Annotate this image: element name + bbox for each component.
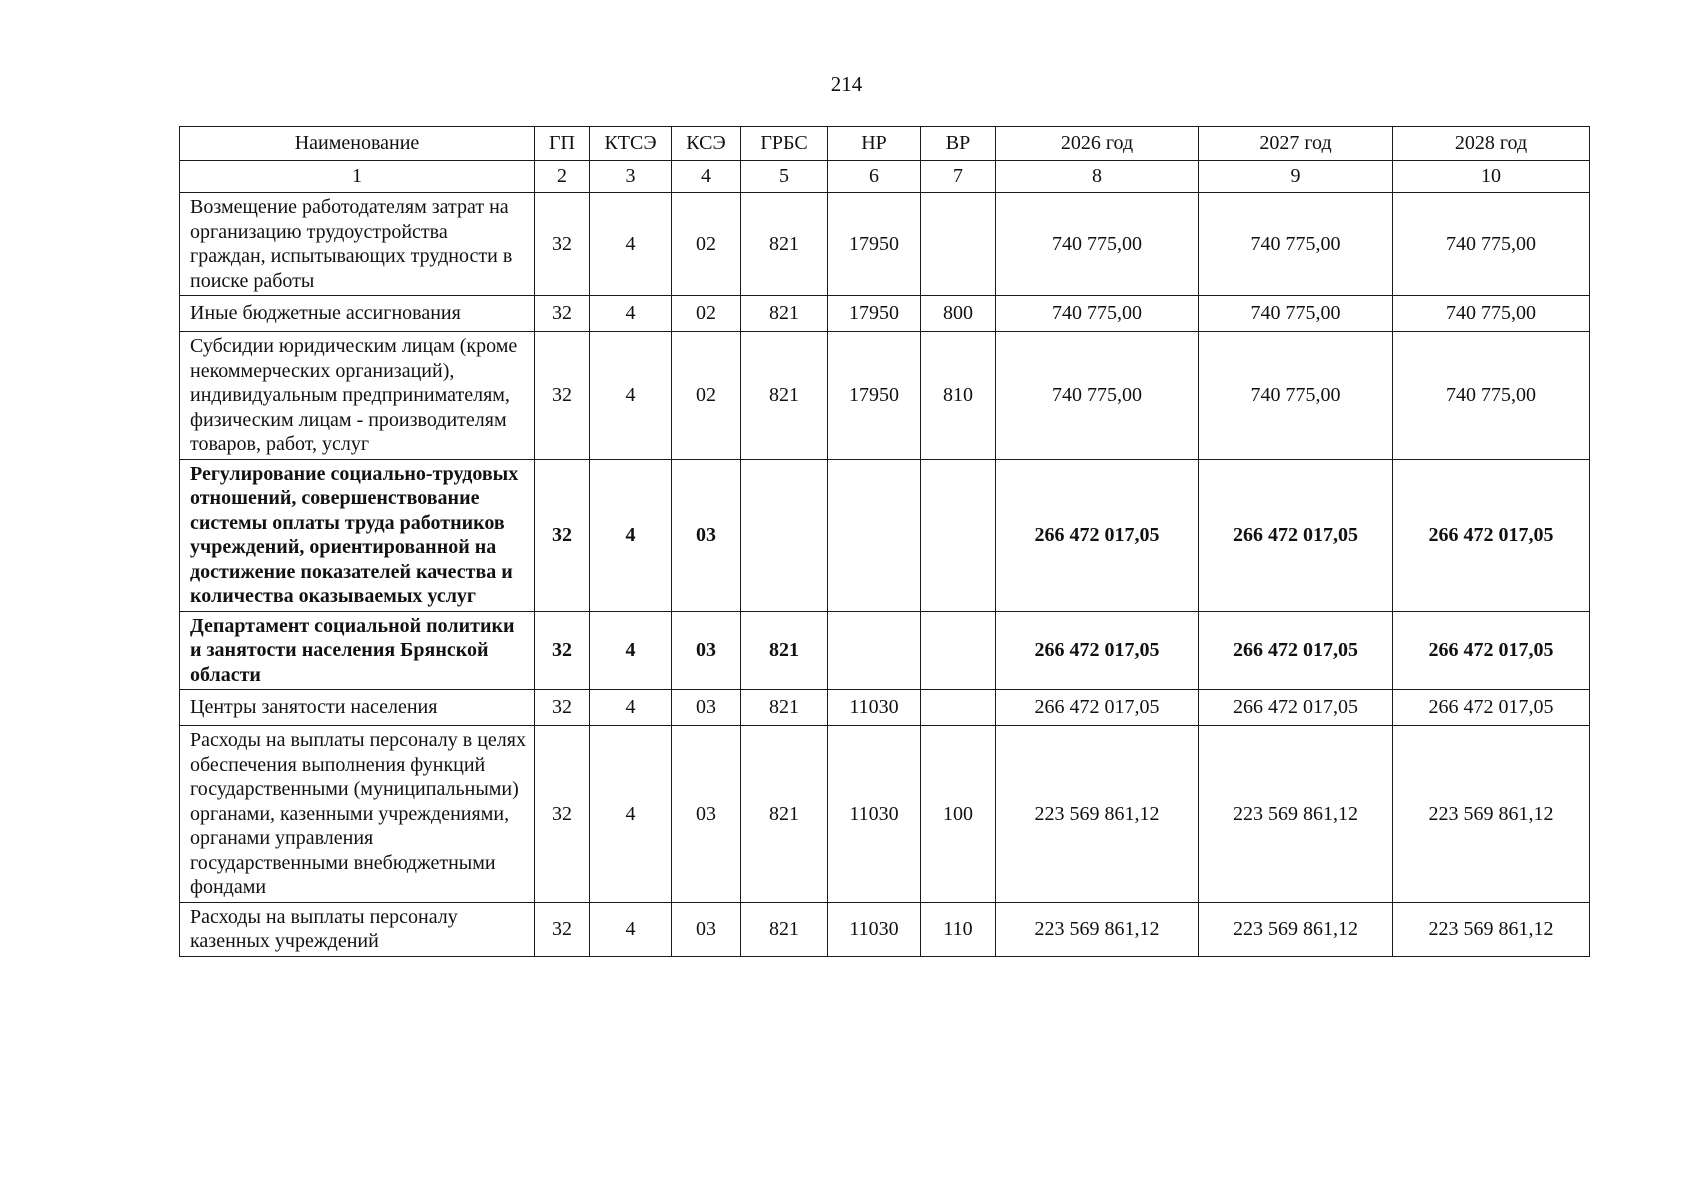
cell-2027: 266 472 017,05 [1199, 690, 1393, 726]
column-header: ГРБС [741, 127, 828, 161]
row-name: Регулирование социально-трудовых отношений, совершенствование системы оплаты труда работников учреждений, ориентированной на достижение показателей качества и количества оказываемых услуг [180, 459, 535, 611]
table-row [180, 332, 1590, 460]
cell-ktse: 4 [590, 296, 672, 332]
cell-nr: 11030 [828, 690, 921, 726]
cell-nr: 17950 [828, 193, 921, 296]
cell-gp: 32 [535, 332, 590, 460]
column-number: 4 [672, 161, 741, 193]
row-name: Расходы на выплаты персоналу в целях обеспечения выполнения функций государственными (муниципальными) органами, казенными учреждениями, органами управления государственными внебюджетными фондами [180, 726, 535, 903]
table-row [180, 726, 1590, 903]
column-header: ВР [921, 127, 996, 161]
column-header: Наименование [180, 127, 535, 161]
column-number: 10 [1393, 161, 1590, 193]
cell-2027: 266 472 017,05 [1199, 459, 1393, 611]
cell-grbs: 821 [741, 193, 828, 296]
cell-gp: 32 [535, 296, 590, 332]
cell-2027: 266 472 017,05 [1199, 611, 1393, 690]
column-number: 9 [1199, 161, 1393, 193]
column-header: ГП [535, 127, 590, 161]
cell-nr: 17950 [828, 332, 921, 460]
cell-2026: 223 569 861,12 [996, 902, 1199, 956]
cell-nr: 17950 [828, 296, 921, 332]
column-number: 7 [921, 161, 996, 193]
cell-grbs [741, 459, 828, 611]
cell-vr [921, 611, 996, 690]
cell-ktse: 4 [590, 459, 672, 611]
table-row [180, 296, 1590, 332]
column-header: КСЭ [672, 127, 741, 161]
row-name: Субсидии юридическим лицам (кроме некоммерческих организаций), индивидуальным предпринимателям, физическим лицам - производителям товаров, работ, услуг [180, 332, 535, 460]
cell-grbs: 821 [741, 726, 828, 903]
cell-ktse: 4 [590, 193, 672, 296]
cell-nr [828, 611, 921, 690]
table-row [180, 611, 1590, 690]
cell-grbs: 821 [741, 690, 828, 726]
column-header: 2028 год [1393, 127, 1590, 161]
cell-ktse: 4 [590, 611, 672, 690]
column-number: 1 [180, 161, 535, 193]
cell-vr [921, 193, 996, 296]
row-name: Центры занятости населения [180, 690, 535, 726]
column-header: 2026 год [996, 127, 1199, 161]
cell-2027: 740 775,00 [1199, 332, 1393, 460]
cell-gp: 32 [535, 459, 590, 611]
column-number: 5 [741, 161, 828, 193]
column-header: КТСЭ [590, 127, 672, 161]
row-name: Департамент социальной политики и занятости населения Брянской области [180, 611, 535, 690]
cell-2026: 266 472 017,05 [996, 611, 1199, 690]
column-number-row [180, 161, 1590, 193]
cell-grbs: 821 [741, 611, 828, 690]
cell-kse: 03 [672, 726, 741, 903]
cell-2027: 740 775,00 [1199, 193, 1393, 296]
cell-kse: 03 [672, 459, 741, 611]
cell-gp: 32 [535, 690, 590, 726]
cell-nr: 11030 [828, 902, 921, 956]
cell-grbs: 821 [741, 332, 828, 460]
table-row [180, 902, 1590, 956]
column-number: 8 [996, 161, 1199, 193]
cell-kse: 03 [672, 611, 741, 690]
cell-gp: 32 [535, 902, 590, 956]
column-header: 2027 год [1199, 127, 1393, 161]
cell-ktse: 4 [590, 690, 672, 726]
cell-2027: 223 569 861,12 [1199, 902, 1393, 956]
row-name: Расходы на выплаты персоналу казенных учреждений [180, 902, 535, 956]
cell-2026: 740 775,00 [996, 193, 1199, 296]
cell-kse: 02 [672, 193, 741, 296]
cell-2026: 266 472 017,05 [996, 690, 1199, 726]
cell-2028: 740 775,00 [1393, 332, 1590, 460]
cell-vr: 810 [921, 332, 996, 460]
cell-nr [828, 459, 921, 611]
column-number: 2 [535, 161, 590, 193]
cell-2028: 223 569 861,12 [1393, 726, 1590, 903]
cell-vr: 100 [921, 726, 996, 903]
cell-kse: 03 [672, 690, 741, 726]
cell-kse: 02 [672, 296, 741, 332]
table-row [180, 690, 1590, 726]
cell-2028: 266 472 017,05 [1393, 611, 1590, 690]
cell-2028: 740 775,00 [1393, 193, 1590, 296]
row-name: Возмещение работодателям затрат на организацию трудоустройства граждан, испытывающих трудности в поиске работы [180, 193, 535, 296]
cell-vr: 110 [921, 902, 996, 956]
table-row [180, 193, 1590, 296]
cell-gp: 32 [535, 193, 590, 296]
column-number: 6 [828, 161, 921, 193]
column-number: 3 [590, 161, 672, 193]
cell-vr: 800 [921, 296, 996, 332]
table-row [180, 459, 1590, 611]
cell-ktse: 4 [590, 902, 672, 956]
cell-nr: 11030 [828, 726, 921, 903]
cell-2027: 740 775,00 [1199, 296, 1393, 332]
cell-2026: 223 569 861,12 [996, 726, 1199, 903]
cell-2028: 266 472 017,05 [1393, 459, 1590, 611]
cell-kse: 03 [672, 902, 741, 956]
page-number: 214 [830, 72, 863, 96]
cell-2028: 266 472 017,05 [1393, 690, 1590, 726]
cell-2027: 223 569 861,12 [1199, 726, 1393, 903]
cell-2026: 740 775,00 [996, 332, 1199, 460]
cell-2028: 740 775,00 [1393, 296, 1590, 332]
cell-kse: 02 [672, 332, 741, 460]
cell-2026: 266 472 017,05 [996, 459, 1199, 611]
cell-vr [921, 459, 996, 611]
cell-ktse: 4 [590, 332, 672, 460]
row-name: Иные бюджетные ассигнования [180, 296, 535, 332]
cell-vr [921, 690, 996, 726]
cell-grbs: 821 [741, 296, 828, 332]
cell-ktse: 4 [590, 726, 672, 903]
cell-2028: 223 569 861,12 [1393, 902, 1590, 956]
column-header: НР [828, 127, 921, 161]
cell-gp: 32 [535, 726, 590, 903]
cell-gp: 32 [535, 611, 590, 690]
budget-table [179, 126, 1590, 957]
cell-grbs: 821 [741, 902, 828, 956]
cell-2026: 740 775,00 [996, 296, 1199, 332]
table-header-row [180, 127, 1590, 161]
